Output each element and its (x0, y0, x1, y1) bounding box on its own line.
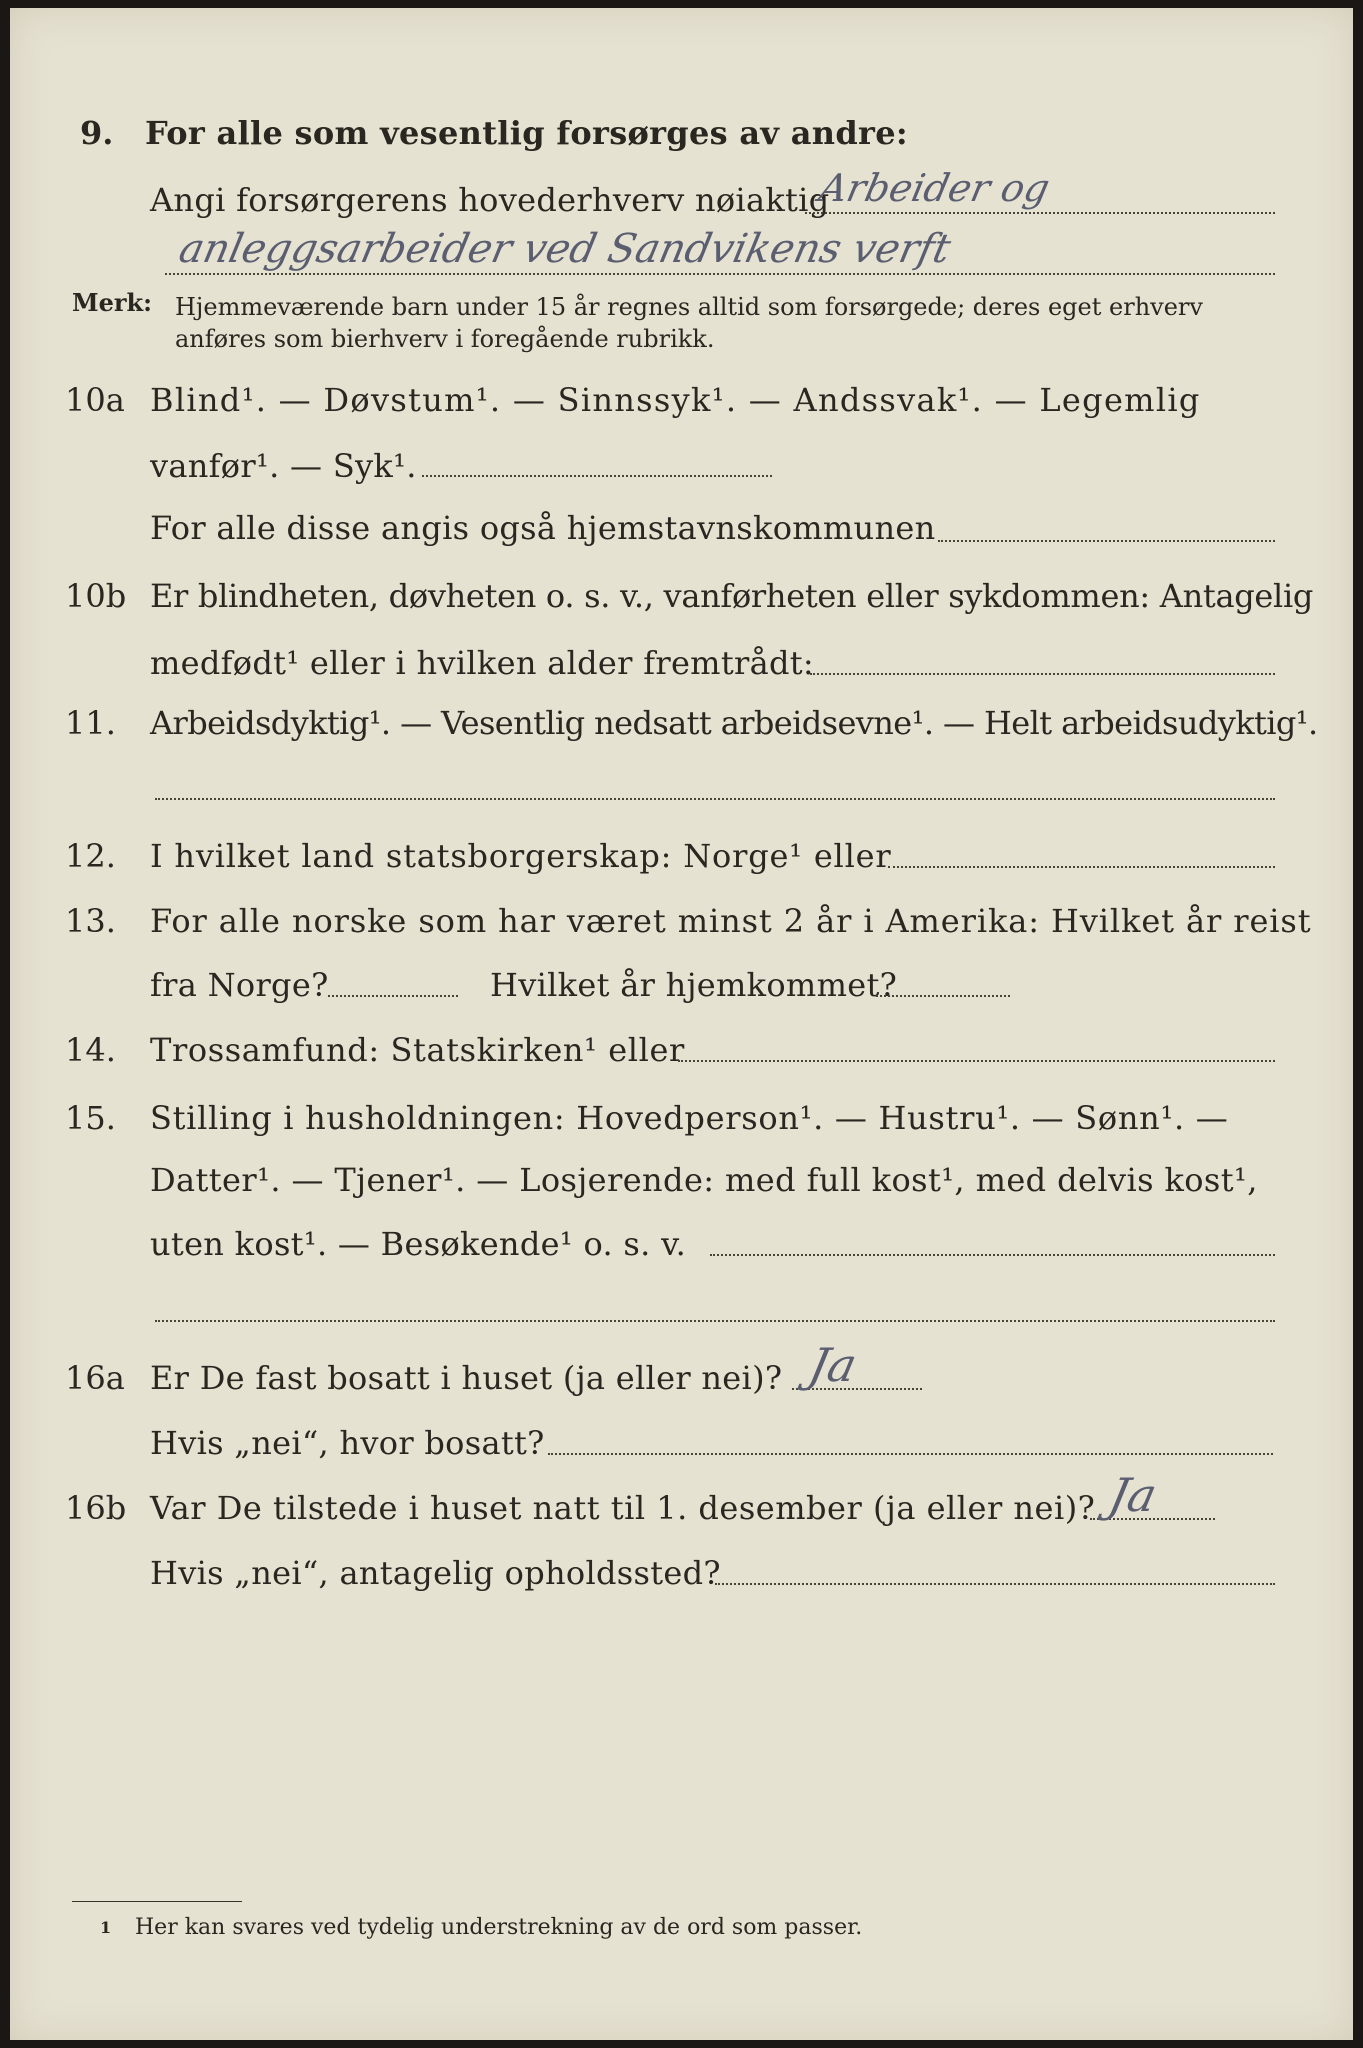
q14-line-1: Trossamfund: Statskirken¹ eller (150, 1031, 685, 1069)
q9-answer-line-1 (805, 212, 1275, 214)
q13-line-2a: fra Norge? (150, 966, 329, 1004)
q10a-number: 10a (65, 381, 125, 419)
q9-handwritten-answer-1: Arbeider og (815, 166, 1054, 210)
q15-line-3: uten kost¹. — Besøkende¹ o. s. v. (150, 1225, 687, 1263)
q12-line-1: I hvilket land statsborgerskap: Norge¹ eller (150, 837, 892, 875)
q10a-answer-line-1 (422, 475, 772, 477)
q16a-line-1: Er De fast bosatt i huset (ja eller nei)? (150, 1359, 783, 1397)
q16a-answer-line-2 (548, 1453, 1273, 1455)
q15-number: 15. (65, 1099, 116, 1137)
q13-answer-line-1 (328, 995, 458, 997)
q11-number: 11. (65, 704, 116, 742)
q16a-number: 16a (65, 1359, 125, 1397)
merk-text-2: anføres som bierhverv i foregående rubrikk. (175, 325, 715, 353)
q10a-answer-line-2 (938, 540, 1275, 542)
q13-line-2b: Hvilket år hjemkommet? (490, 966, 898, 1004)
q15-line-1: Stilling i husholdningen: Hovedperson¹. — Hustru¹. — Sønn¹. — (150, 1099, 1229, 1137)
q10a-line-3: For alle disse angis også hjemstavnskommunen (150, 509, 936, 547)
q16b-answer-line-2 (715, 1583, 1275, 1585)
q15-line-2: Datter¹. — Tjener¹. — Losjerende: med full kost¹, med delvis kost¹, (150, 1161, 1258, 1199)
q10a-line-1: Blind¹. — Døvstum¹. — Sinnssyk¹. — Andssvak¹. — Legemlig (150, 381, 1201, 419)
q9-title: For alle som vesentlig forsørges av andre: (145, 114, 908, 152)
q10b-answer-line (810, 673, 1275, 675)
merk-text-1: Hjemmeværende barn under 15 år regnes alltid som forsørgede; deres eget erhverv (175, 293, 1203, 321)
q13-answer-line-2 (876, 995, 1010, 997)
footnote-rule (72, 1901, 242, 1902)
q14-number: 14. (65, 1031, 116, 1069)
q9-provider-occupation-label: Angi forsørgerens hovederhverv nøiaktig (150, 181, 830, 219)
q16a-handwritten-answer: Ja (804, 1338, 862, 1392)
q9-number: 9. (80, 114, 114, 152)
q12-answer-line (888, 866, 1275, 868)
q10a-line-2: vanfør¹. — Syk¹. (150, 447, 417, 485)
q15-answer-line-2 (155, 1320, 1275, 1322)
census-form-page (10, 8, 1353, 2040)
footnote-mark: 1 (100, 1918, 112, 1937)
q10b-line-1: Er blindheten, døvheten o. s. v., vanførheten eller sykdommen: Antagelig (150, 577, 1314, 615)
q13-number: 13. (65, 902, 116, 940)
q15-answer-line-1 (710, 1254, 1275, 1256)
q9-handwritten-answer-2: anleggsarbeider ved Sandvikens verft (175, 226, 955, 272)
q13-line-1: For alle norske som har været minst 2 år i Amerika: Hvilket år reist (150, 902, 1312, 940)
footnote-text: Her kan svares ved tydelig understrekning av de ord som passer. (135, 1915, 863, 1940)
q16b-number: 16b (65, 1489, 127, 1527)
q14-answer-line (678, 1060, 1275, 1062)
q10b-number: 10b (65, 577, 127, 615)
q11-answer-line (155, 798, 1275, 800)
q11-line-1: Arbeidsdyktig¹. — Vesentlig nedsatt arbeidsevne¹. — Helt arbeidsudyktig¹. (150, 704, 1318, 742)
q9-answer-line-2 (165, 273, 1275, 275)
q16b-line-2: Hvis „nei“, antagelig opholdssted? (150, 1554, 721, 1592)
q16a-line-2: Hvis „nei“, hvor bosatt? (150, 1424, 545, 1462)
q16b-line-1: Var De tilstede i huset natt til 1. desember (ja eller nei)? (150, 1489, 1096, 1527)
q16b-handwritten-answer: Ja (1104, 1468, 1162, 1522)
q12-number: 12. (65, 837, 116, 875)
merk-label: Merk: (72, 288, 152, 317)
q10b-line-2: medfødt¹ eller i hvilken alder fremtrådt: (150, 644, 814, 682)
